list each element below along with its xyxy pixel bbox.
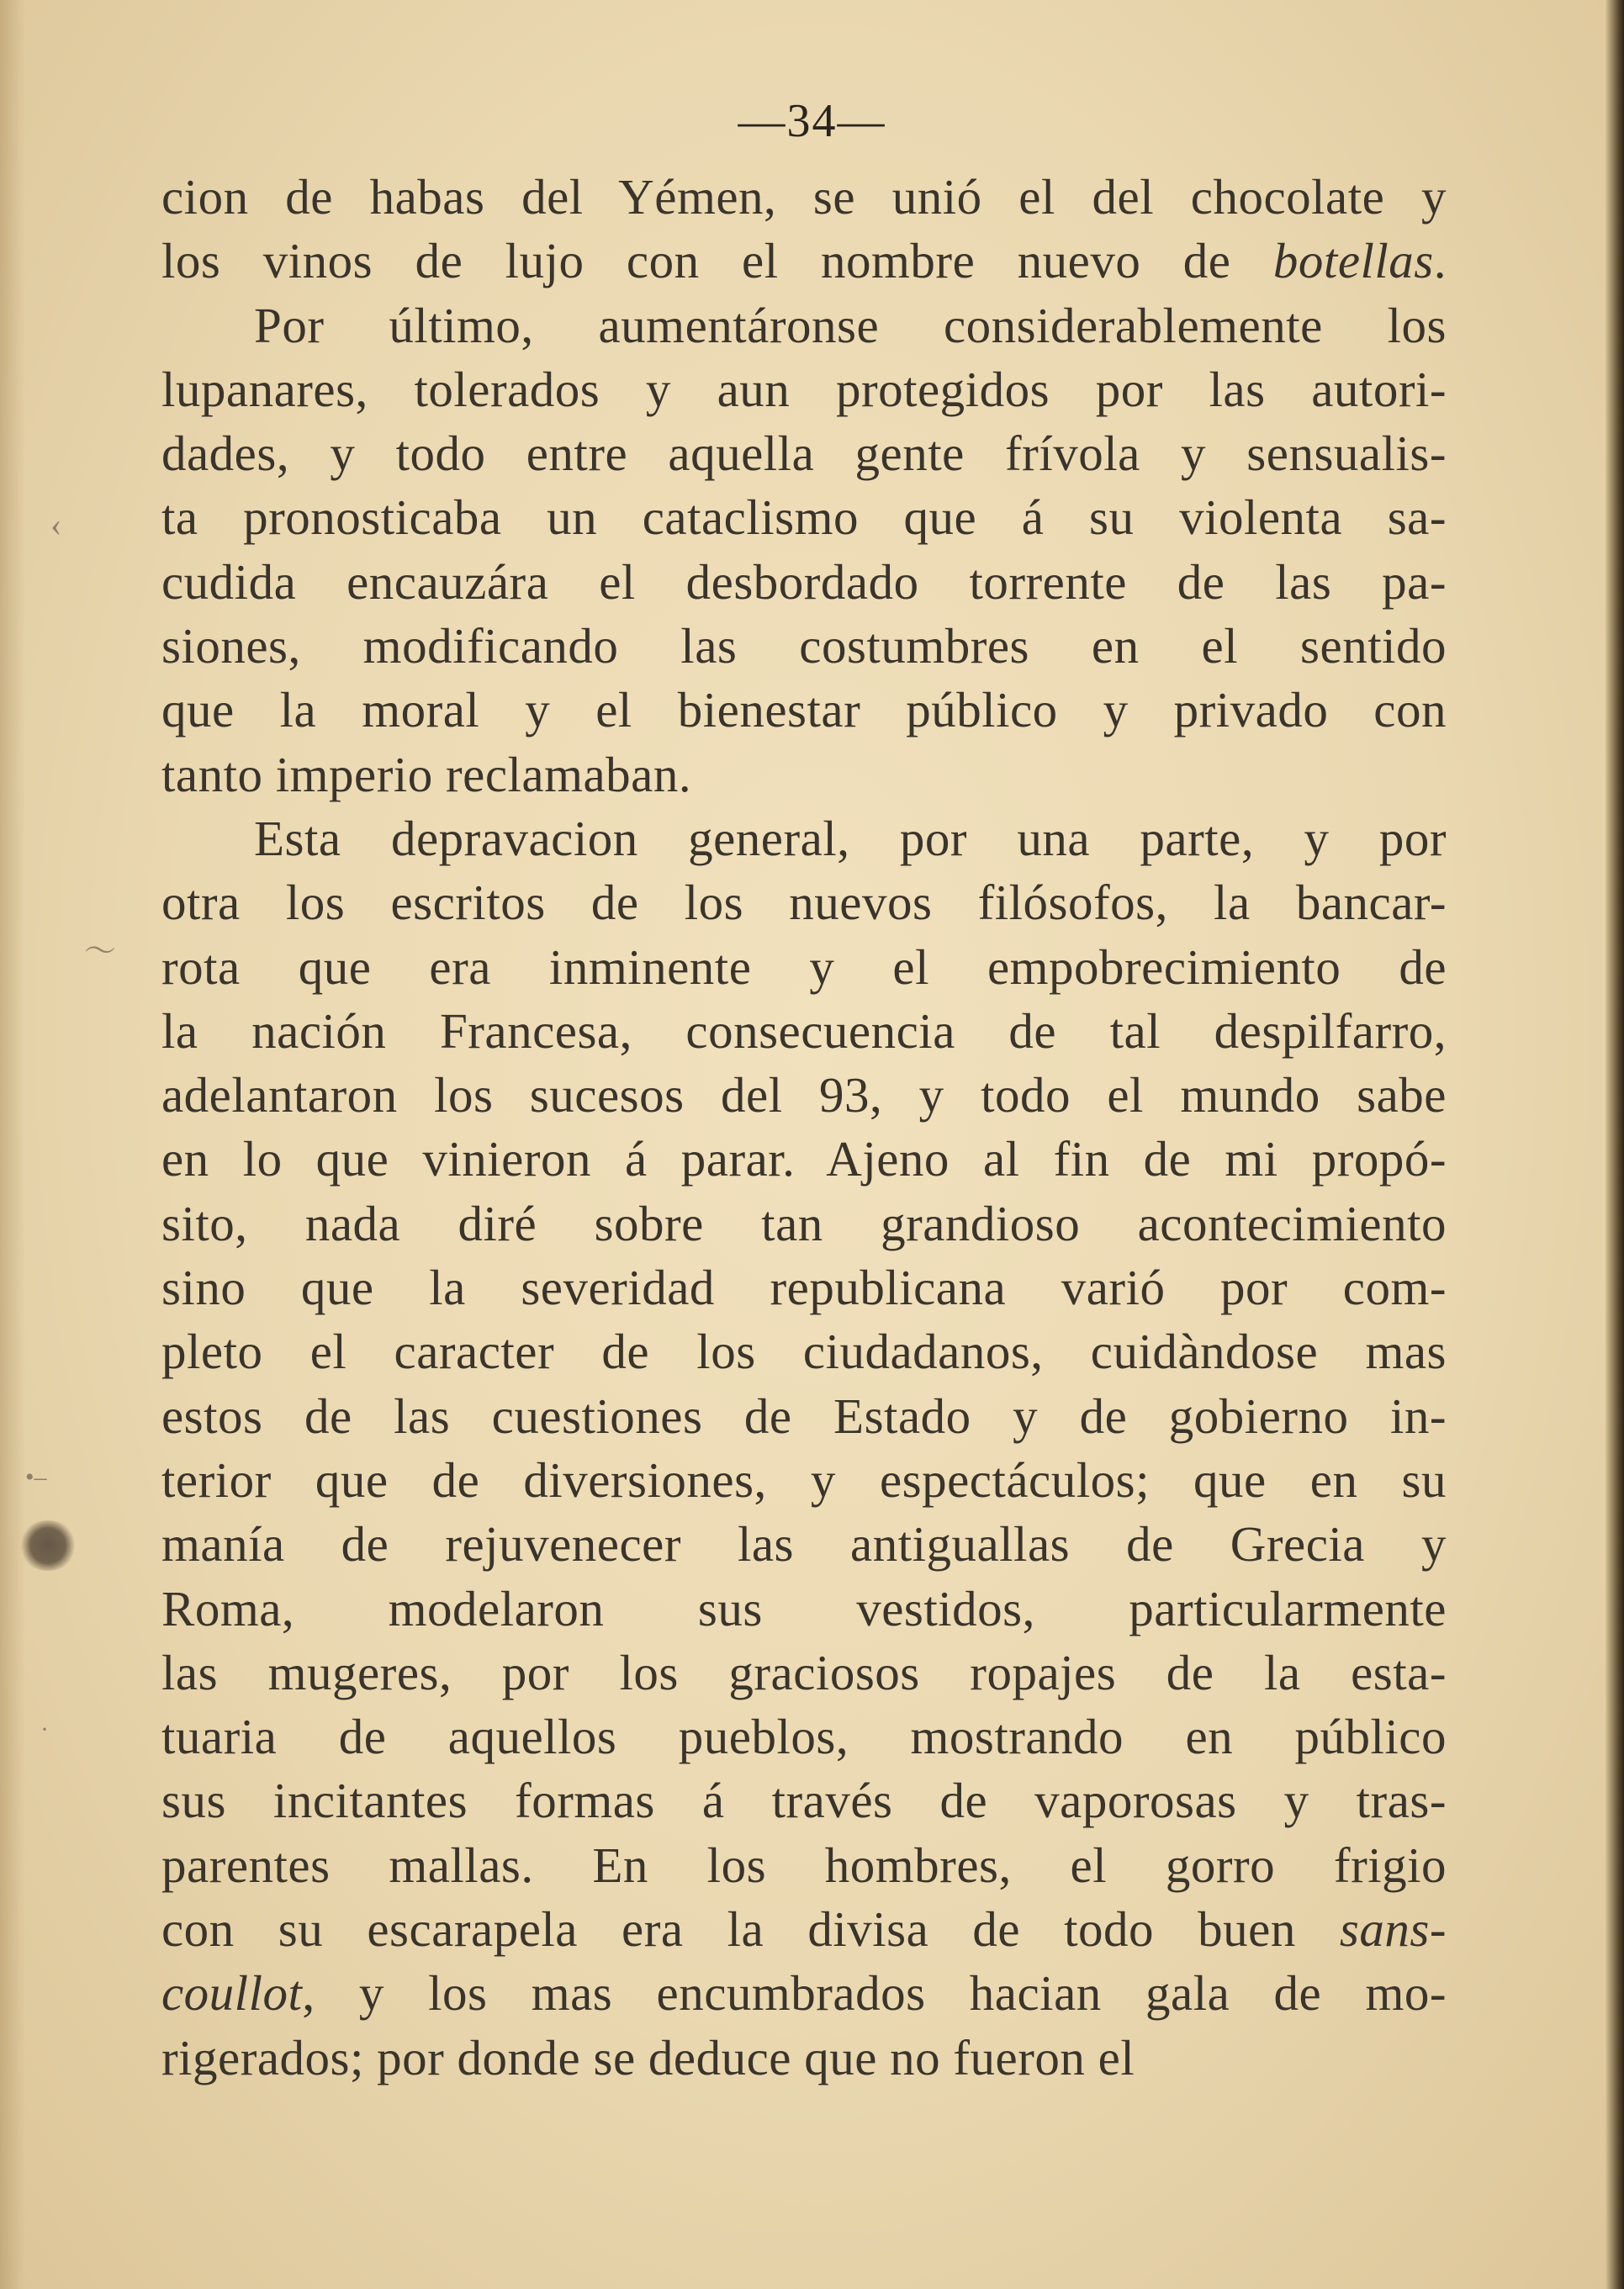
italic-word: botellas bbox=[1272, 233, 1434, 289]
text-line bbox=[161, 421, 1447, 485]
line-text: la nación Francesa, consecuencia de tal despilfarro, bbox=[161, 1002, 1447, 1059]
line-text-after: . bbox=[1433, 233, 1447, 289]
text-line bbox=[161, 1256, 1447, 1319]
page-number: —34— bbox=[738, 95, 886, 147]
gutter-shadow bbox=[0, 0, 25, 2289]
line-text: lupanares, tolerados y aun protegidos por las autori- bbox=[161, 361, 1447, 417]
text-line bbox=[161, 870, 1447, 934]
line-text: Esta depravacion general, por una parte, y por bbox=[254, 810, 1447, 866]
page-edge bbox=[1605, 0, 1624, 2289]
line-text: pleto el caracter de los ciudadanos, cuidàndose mas bbox=[161, 1324, 1447, 1380]
body-text bbox=[161, 165, 1447, 2090]
text-line bbox=[161, 293, 1447, 357]
line-text: adelantaron los sucesos del 93, y todo el mundo sabe bbox=[161, 1067, 1447, 1123]
line-text: Roma, modelaron sus vestidos, particularmente bbox=[161, 1580, 1447, 1636]
text-line bbox=[161, 357, 1447, 421]
line-text: sino que la severidad republicana varió por com- bbox=[161, 1260, 1447, 1316]
line-text: sito, nada diré sobre tan grandioso acontecimiento bbox=[161, 1195, 1447, 1251]
line-text: Por último, aumentáronse considerablemente los bbox=[254, 297, 1447, 353]
line-text: en lo que vinieron á parar. Ajeno al fin de mi propó- bbox=[161, 1131, 1447, 1187]
line-text: dades, y todo entre aquella gente frívola y sensualis- bbox=[161, 426, 1447, 482]
text-line bbox=[161, 1833, 1447, 1897]
line-text: cudida encauzára el desbordado torrente de las pa- bbox=[161, 553, 1447, 610]
line-text: tanto imperio reclamaban. bbox=[161, 746, 692, 802]
text-line bbox=[161, 1063, 1447, 1127]
line-text: rota que era inminente y el empobrecimiento de bbox=[161, 938, 1447, 995]
line-text: parentes mallas. En los hombres, el gorro frigio bbox=[161, 1837, 1447, 1893]
ink-stain bbox=[19, 1520, 77, 1571]
line-text: siones, modificando las costumbres en el sentido bbox=[161, 618, 1447, 674]
text-line bbox=[161, 935, 1447, 999]
line-text: las mugeres, por los graciosos ropajes de la esta- bbox=[161, 1644, 1447, 1700]
text-line bbox=[161, 1319, 1447, 1383]
text-line bbox=[161, 1768, 1447, 1832]
text-line bbox=[161, 1961, 1447, 2025]
line-text: tuaria de aquellos pueblos, mostrando en público bbox=[161, 1709, 1447, 1765]
line-text: otra los escritos de los nuevos filósofos, la bancar- bbox=[161, 875, 1447, 931]
text-line bbox=[161, 1127, 1447, 1191]
text-line bbox=[161, 1577, 1447, 1641]
margin-mark: 〜 bbox=[84, 934, 117, 970]
text-line bbox=[161, 2026, 1447, 2090]
line-text: que la moral y el bienestar público y privado con bbox=[161, 682, 1447, 738]
text-line bbox=[161, 485, 1447, 549]
text-line bbox=[161, 1641, 1447, 1705]
text-line bbox=[161, 165, 1447, 229]
margin-mark: · bbox=[40, 1715, 49, 1743]
text-line bbox=[161, 1897, 1447, 1961]
line-text: rigerados; por donde se deduce que no fueron el bbox=[161, 2029, 1135, 2085]
italic-word: coullot bbox=[161, 1965, 303, 2022]
line-text: terior que de diversiones, y espectáculos; que en su bbox=[161, 1451, 1447, 1508]
text-line bbox=[161, 229, 1447, 293]
text-line bbox=[161, 1448, 1447, 1512]
line-text: sus incitantes formas á través de vaporosas y tras- bbox=[161, 1773, 1447, 1829]
text-line bbox=[161, 743, 1447, 806]
text-line bbox=[161, 1192, 1447, 1256]
line-text: con su escarapela era la divisa de todo buen bbox=[161, 1901, 1340, 1958]
line-text: ta pronosticaba un cataclismo que á su violenta sa- bbox=[161, 489, 1447, 546]
line-text: estos de las cuestiones de Estado y de gobierno in- bbox=[161, 1388, 1447, 1444]
text-line bbox=[161, 806, 1447, 870]
italic-word: sans- bbox=[1339, 1901, 1447, 1958]
line-text-after: , y los mas encumbrados hacian gala de mo- bbox=[302, 1965, 1447, 2022]
margin-mark: •– bbox=[25, 1463, 47, 1491]
text-line bbox=[161, 1384, 1447, 1448]
line-text: manía de rejuvenecer las antiguallas de Grecia y bbox=[161, 1516, 1447, 1573]
text-line bbox=[161, 614, 1447, 678]
text-line bbox=[161, 999, 1447, 1063]
text-line bbox=[161, 1705, 1447, 1768]
text-line bbox=[161, 1512, 1447, 1576]
text-line bbox=[161, 550, 1447, 614]
line-text: los vinos de lujo con el nombre nuevo de bbox=[161, 233, 1273, 289]
margin-mark: ‹ bbox=[50, 505, 62, 543]
text-line bbox=[161, 678, 1447, 742]
line-text: cion de habas del Yémen, se unió el del chocolate y bbox=[161, 169, 1447, 225]
